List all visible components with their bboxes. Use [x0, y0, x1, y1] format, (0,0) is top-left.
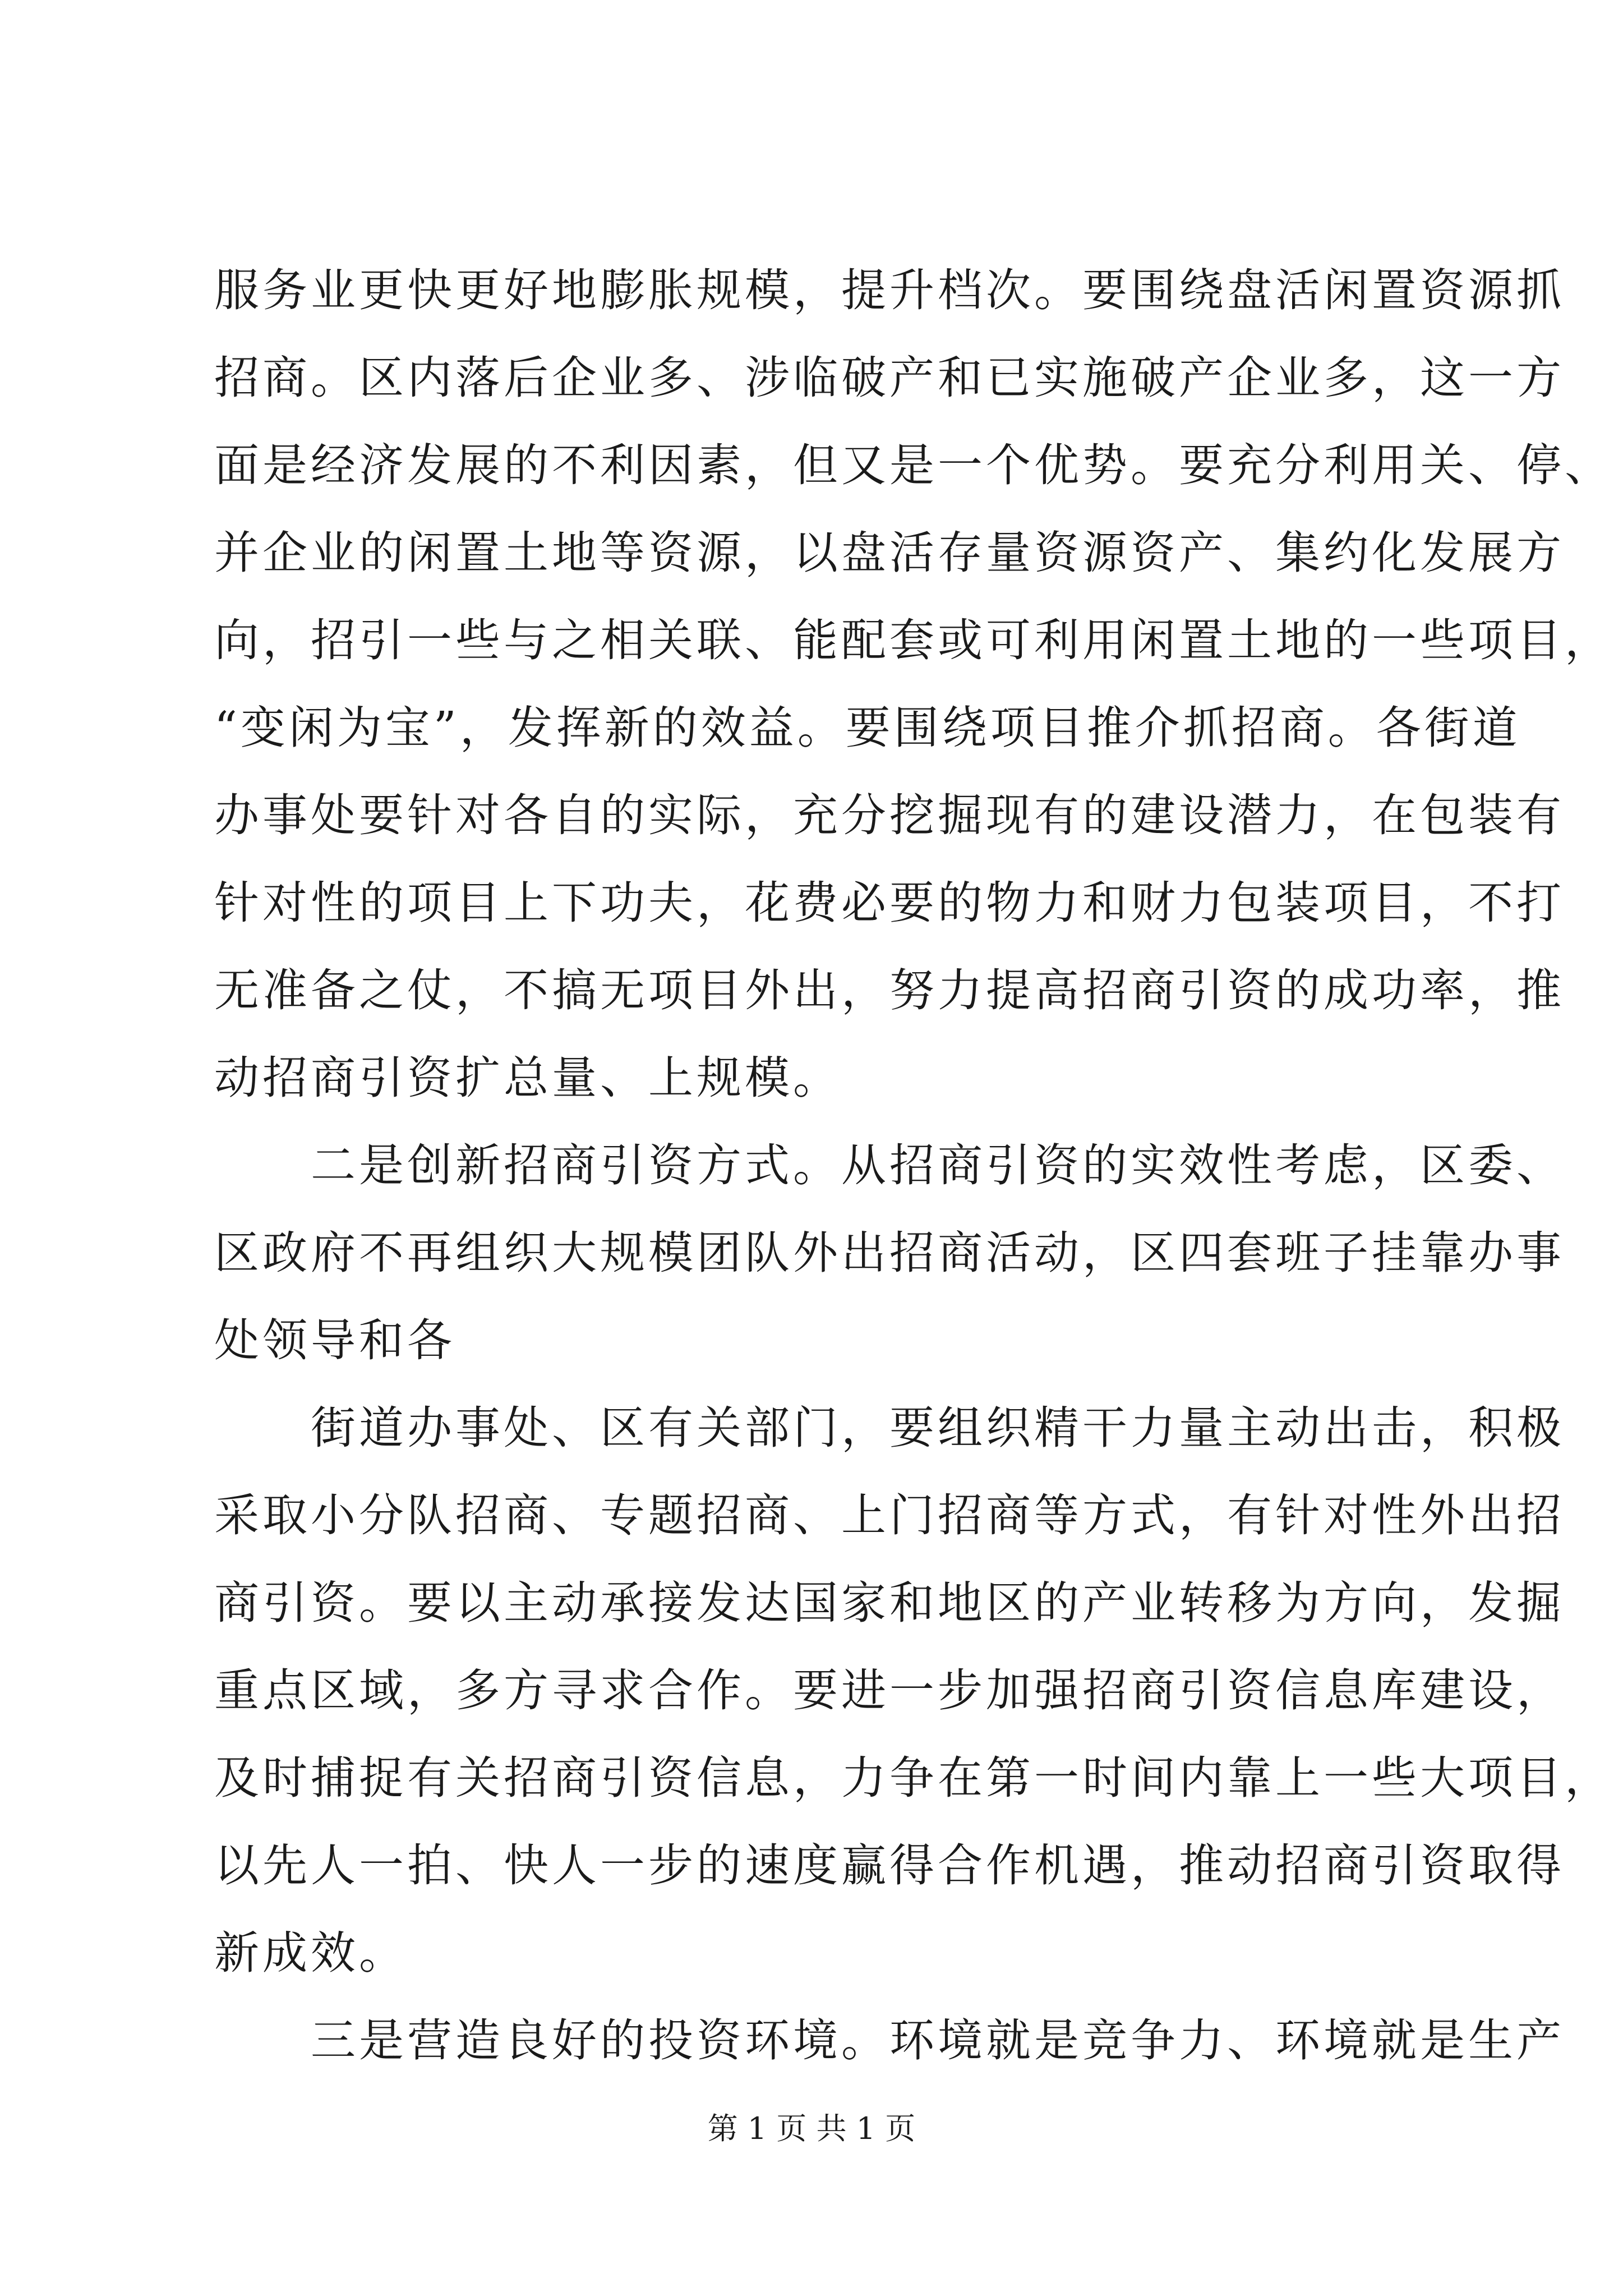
text-line: 招商。区内落后企业多、涉临破产和已实施破产企业多，这一方 — [214, 352, 1565, 404]
page-number-footer: 第 1 页 共 1 页 — [707, 2111, 916, 2146]
text-line: 服务业更快更好地膨胀规模，提升档次。要围绕盘活闲置资源抓 — [214, 264, 1565, 316]
text-line: 处领导和各 — [214, 1314, 455, 1366]
text-line: 重点区域，多方寻求合作。要进一步加强招商引资信息库建设， — [214, 1664, 1565, 1717]
text-line: 区政府不再组织大规模团队外出招商活动，区四套班子挂靠办事 — [214, 1227, 1565, 1279]
text-line: 办事处要针对各自的实际，充分挖掘现有的建设潜力，在包装有 — [214, 789, 1565, 841]
text-line: 及时捕捉有关招商引资信息，力争在第一时间内靠上一些大项目， — [214, 1752, 1613, 1804]
text-line: 商引资。要以主动承接发达国家和地区的产业转移为方向，发掘 — [214, 1577, 1565, 1629]
text-line: 并企业的闲置土地等资源，以盘活存量资源资产、集约化发展方 — [214, 527, 1565, 579]
text-line: 无准备之仗，不搞无项目外出，努力提高招商引资的成功率，推 — [214, 964, 1565, 1016]
text-line: 三是营造良好的投资环境。环境就是竞争力、环境就是生产 — [214, 2014, 1565, 2067]
text-line: 向，招引一些与之相关联、能配套或可利用闲置土地的一些项目， — [214, 614, 1613, 666]
text-line: 街道办事处、区有关部门，要组织精干力量主动出击，积极 — [214, 1402, 1565, 1454]
text-line: 针对性的项目上下功夫，花费必要的物力和财力包装项目，不打 — [214, 877, 1565, 929]
text-line: “变闲为宝”，发挥新的效益。要围绕项目推介抓招商。各街道 — [214, 702, 1521, 754]
text-line: 二是创新招商引资方式。从招商引资的实效性考虑，区委、 — [214, 1139, 1565, 1191]
text-line: 动招商引资扩总量、上规模。 — [214, 1052, 841, 1104]
text-line: 以先人一拍、快人一步的速度赢得合作机遇，推动招商引资取得 — [214, 1839, 1565, 1892]
text-line: 新成效。 — [214, 1927, 407, 1979]
text-line: 面是经济发展的不利因素，但又是一个优势。要充分利用关、停、 — [214, 439, 1613, 491]
document-body — [214, 247, 1613, 2085]
text-line: 采取小分队招商、专题招商、上门招商等方式，有针对性外出招 — [214, 1489, 1565, 1542]
